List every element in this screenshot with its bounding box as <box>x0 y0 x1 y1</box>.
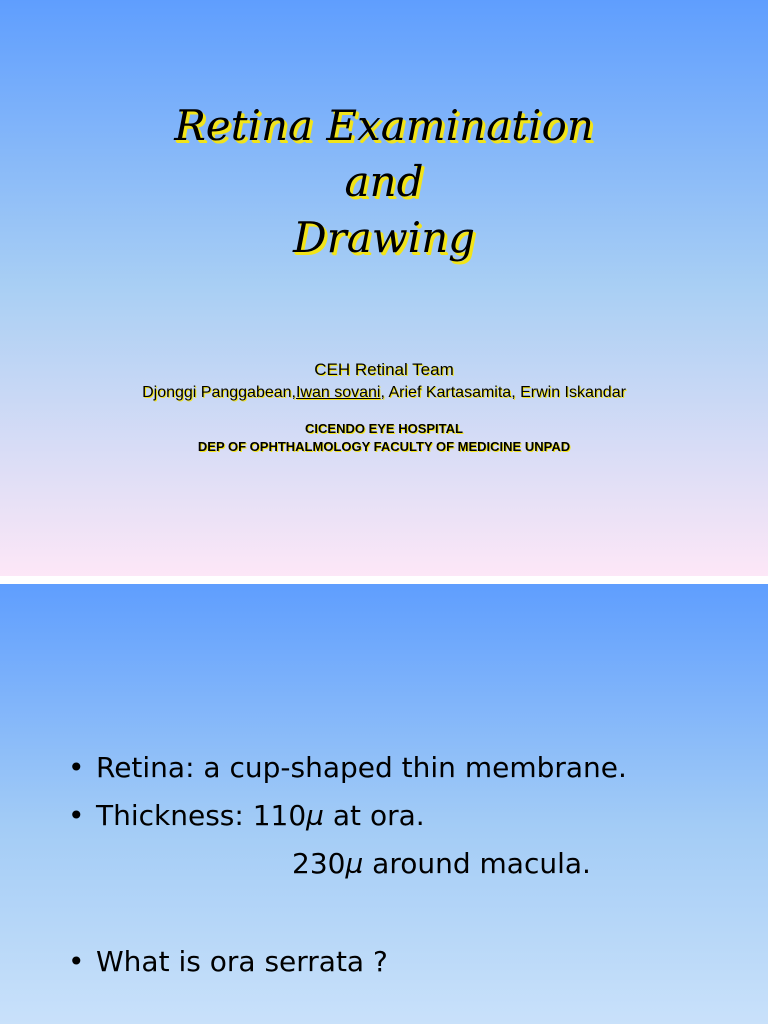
slide-divider <box>0 576 768 584</box>
bullet-text: Retina: a cup-shaped thin membrane. <box>96 751 627 784</box>
bullet-dot: • <box>68 751 85 784</box>
bullet-item-thickness <box>68 792 748 840</box>
micron-symbol: µ <box>345 847 364 880</box>
slide-title <box>0 98 768 266</box>
author-block <box>0 358 768 456</box>
list-spacer <box>68 888 748 938</box>
thickness-macula-value: 230 <box>292 847 346 880</box>
continuation-text <box>292 840 591 888</box>
title-line-2: and <box>344 157 424 206</box>
bullet-dot: • <box>68 945 85 978</box>
title-line-1: Retina Examination <box>174 101 594 150</box>
thickness-macula-suffix: around macula. <box>363 847 591 880</box>
thickness-ora-value: Thickness: 110 <box>96 799 307 832</box>
content-slide <box>0 584 768 1024</box>
hospital-name: CICENDO EYE HOSPITAL <box>305 421 463 436</box>
bullet-continuation-macula <box>68 840 748 888</box>
bullet-dot: • <box>68 799 85 832</box>
title-line-3: Drawing <box>292 213 476 262</box>
thickness-ora-suffix: at ora. <box>324 799 425 832</box>
team-name: CEH Retinal Team <box>314 360 454 379</box>
department-name: DEP OF OPHTHALMOLOGY FACULTY OF MEDICINE UNPAD <box>197 439 571 454</box>
author-rest: , Arief Kartasamita, Erwin Iskandar <box>380 384 626 401</box>
bullet-text <box>96 792 425 840</box>
author-underlined: Iwan sovani <box>295 384 381 401</box>
author-first: Djonggi Panggabean, <box>142 384 296 401</box>
bullet-text: What is ora serrata ? <box>96 945 388 978</box>
author-list <box>0 382 768 404</box>
bullet-item-question <box>68 938 748 986</box>
bullet-item-retina <box>68 744 748 792</box>
bullet-list <box>68 744 748 986</box>
micron-symbol: µ <box>306 799 324 832</box>
